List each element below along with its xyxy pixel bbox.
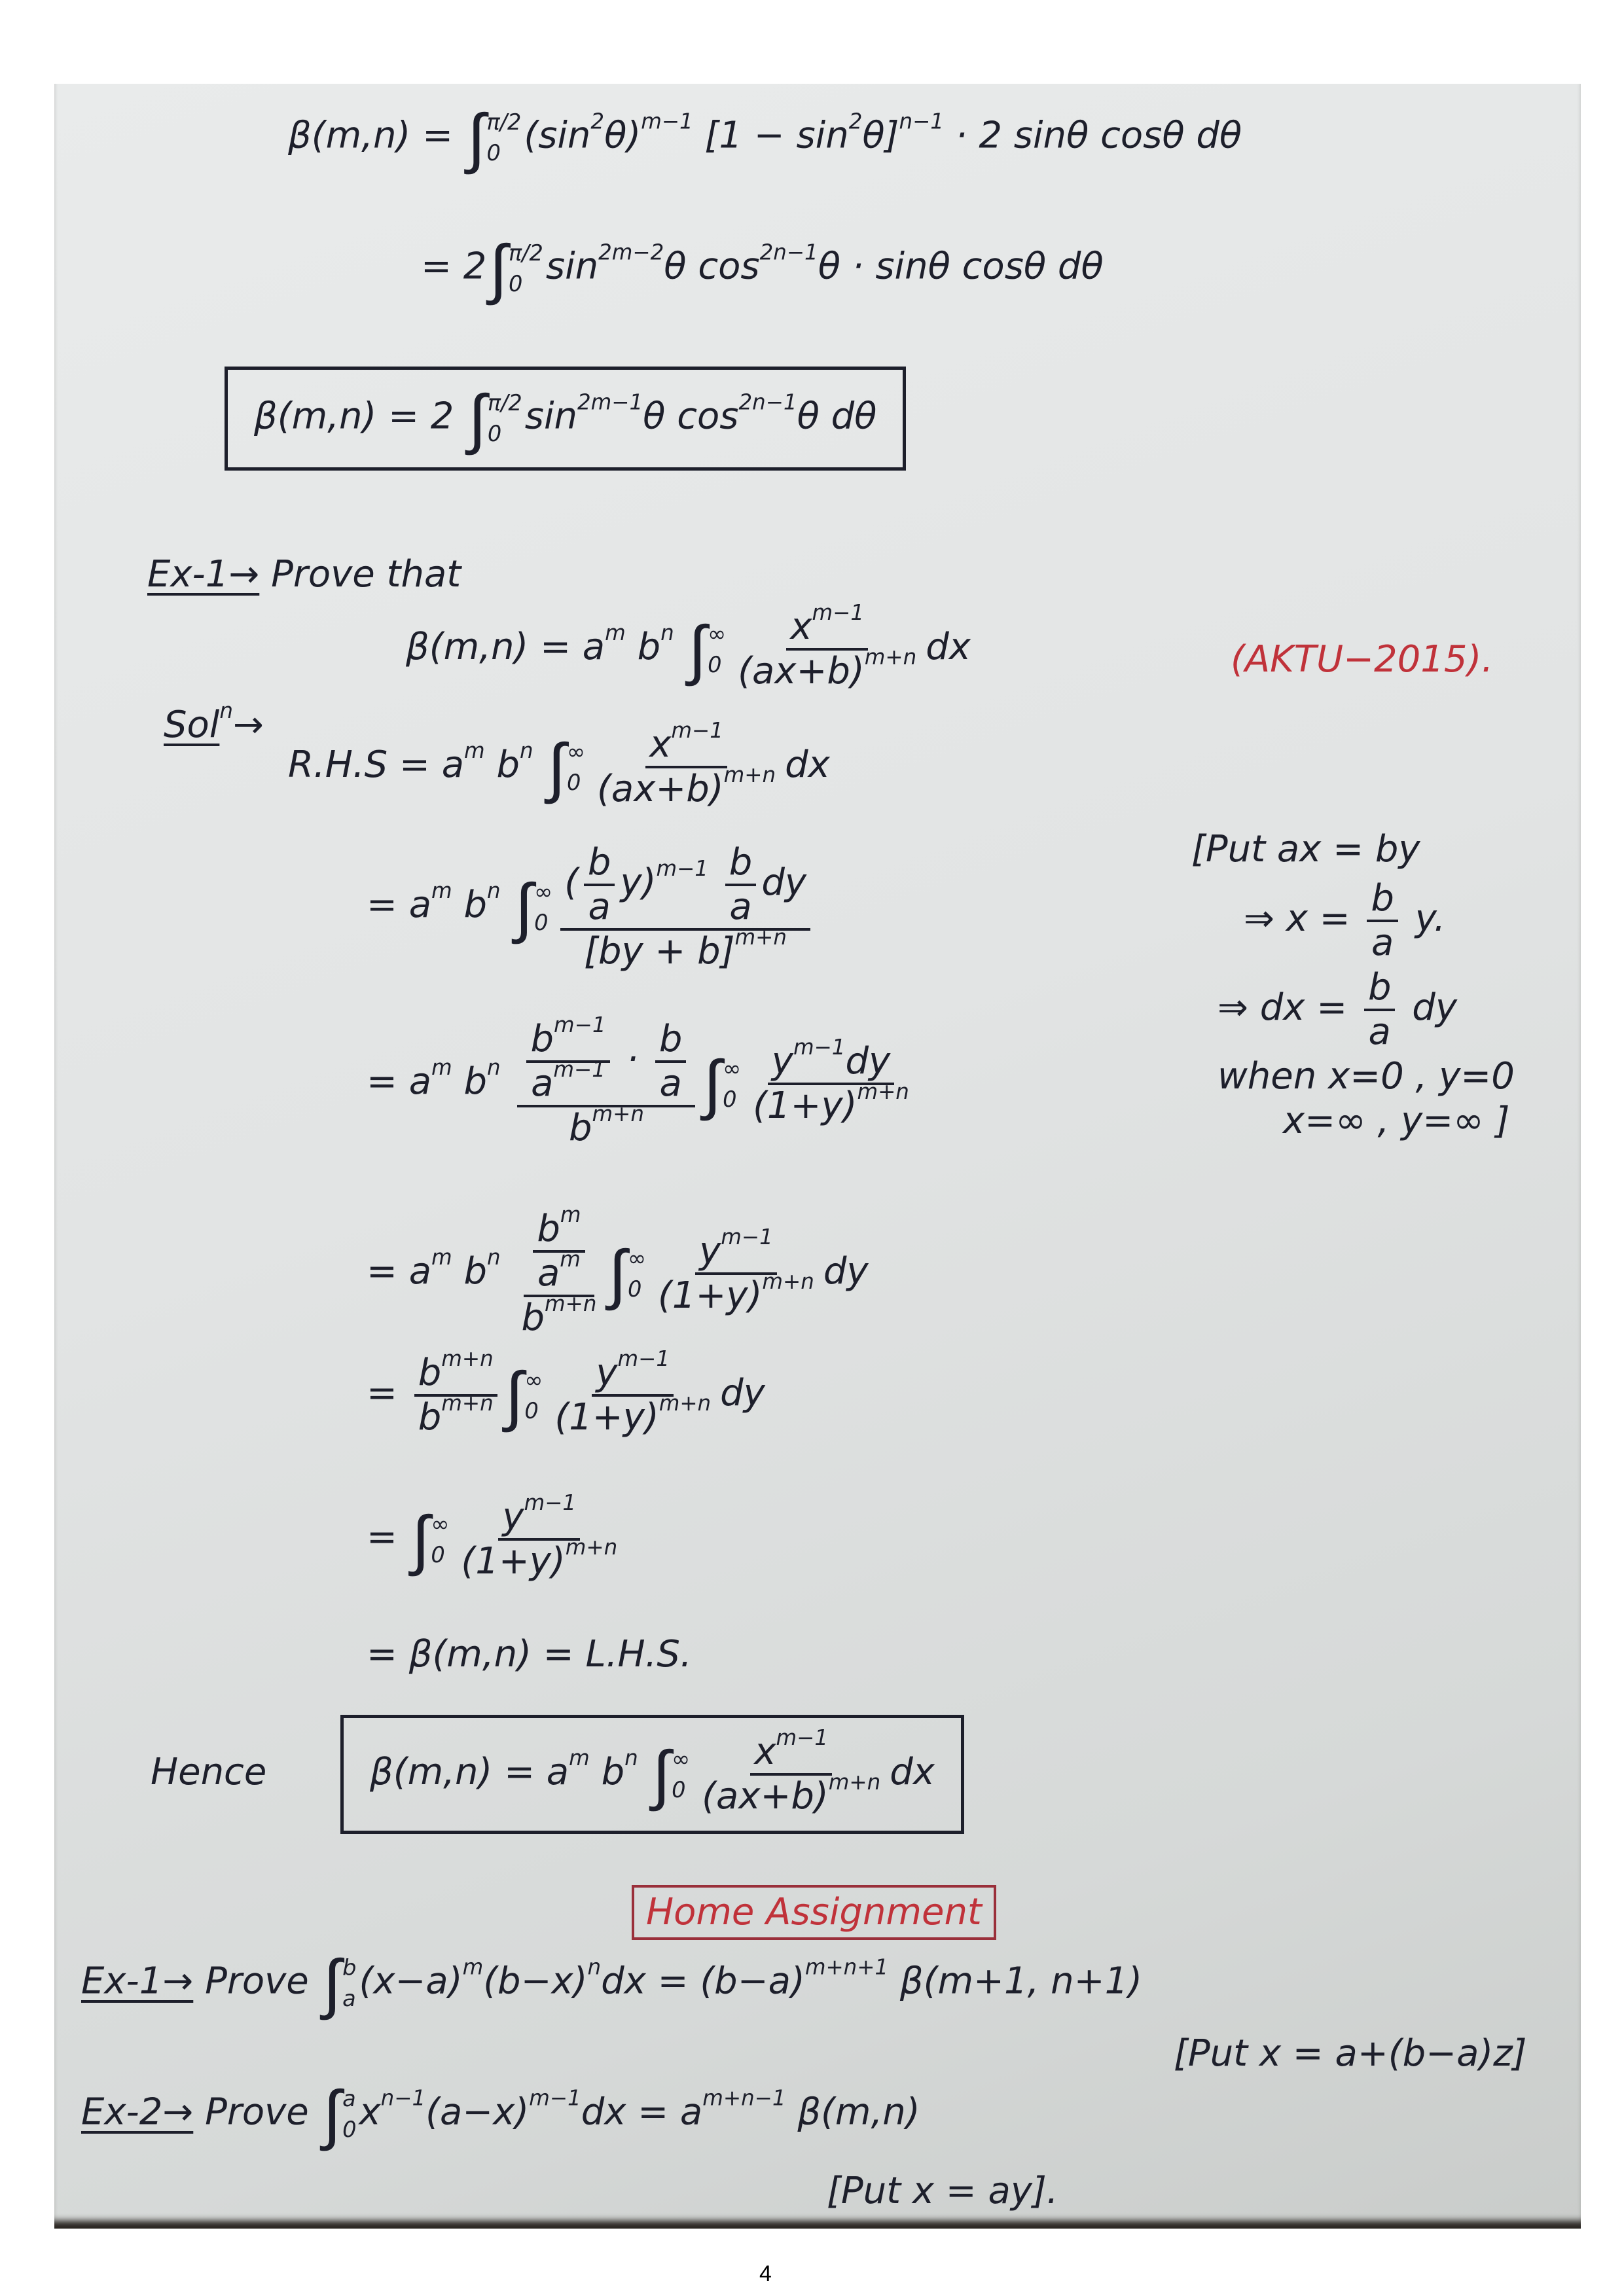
math-text: a: [531, 1062, 554, 1105]
beta-substitution: [288, 99, 1242, 176]
denominator: [749, 1079, 913, 1127]
fraction: [1364, 966, 1396, 1053]
math-text: (ax+b): [738, 650, 865, 692]
math-text: [533, 744, 545, 786]
fraction: [526, 1012, 609, 1105]
math-text: θ): [604, 114, 641, 157]
fraction: [550, 1346, 715, 1439]
math-text: (1+y): [461, 1540, 566, 1583]
lower-limit: a: [342, 1986, 356, 2012]
integral: [489, 230, 543, 307]
math-text: y: [771, 1040, 793, 1083]
integral: [652, 1735, 691, 1813]
superscript: 2n−1: [738, 389, 797, 415]
superscript: m−1: [553, 1056, 605, 1082]
lower-limit: 0: [431, 1541, 445, 1568]
math-text: = β(m,n) = L.H.S.: [367, 1633, 692, 1676]
integral-limits: [723, 1055, 742, 1112]
integral: [703, 1045, 742, 1122]
math-text: R.H.S = a: [288, 744, 465, 787]
upper-limit: π/2: [486, 109, 522, 135]
lower-limit: 0: [628, 1276, 642, 1302]
math-text: (1+y): [753, 1085, 857, 1127]
step-integral: [367, 1490, 626, 1583]
math-text: [674, 626, 686, 668]
superscript: m+n: [762, 1268, 814, 1294]
math-text: dy: [845, 1040, 891, 1083]
math-text: b: [530, 1018, 554, 1060]
math-text: a: [588, 886, 611, 928]
math-text: = a: [367, 1060, 432, 1103]
math-text: b: [418, 1396, 442, 1439]
denominator: [527, 1056, 609, 1105]
superscript: m: [464, 738, 485, 763]
math-text: (AKTU−2015).: [1231, 638, 1494, 681]
lower-limit: 0: [524, 1397, 539, 1424]
fraction: [584, 841, 615, 928]
math-text: (: [564, 861, 579, 905]
integral: [323, 2075, 357, 2153]
fraction: [533, 1202, 585, 1295]
math-text: [Put ax = by: [1191, 828, 1420, 870]
superscript: 2m−2: [598, 240, 664, 265]
fraction: [749, 1034, 913, 1127]
math-text: Home Assignment: [646, 1891, 982, 1933]
step-cancel: [367, 1346, 765, 1439]
math-text: dy: [1400, 986, 1457, 1030]
fraction: [734, 600, 920, 692]
integral-sign: ∫: [467, 99, 486, 176]
denominator: [654, 1268, 818, 1317]
math-text: x=∞ , y=∞ ]: [1283, 1100, 1510, 1142]
fraction: [457, 1490, 621, 1583]
step-collected: [367, 1202, 869, 1339]
denominator: [580, 924, 791, 973]
math-text: b: [587, 841, 611, 884]
math-text: b: [521, 1297, 545, 1339]
home-assignment: [632, 1885, 996, 1940]
denominator: [457, 1534, 621, 1583]
superscript: m+n: [723, 762, 776, 787]
fraction: [655, 1018, 687, 1105]
upper-limit: ∞: [567, 738, 586, 764]
upper-limit: ∞: [723, 1055, 742, 1081]
sub-dx: [1218, 966, 1457, 1053]
underlined-label: Ex-1→: [147, 553, 260, 596]
superscript: m+n: [659, 1390, 712, 1416]
math-text: [708, 861, 720, 904]
math-text: a: [729, 886, 752, 928]
math-text: y.: [1403, 897, 1446, 941]
superscript: m: [431, 1244, 452, 1270]
math-text: b: [418, 1352, 442, 1394]
lower-limit: 0: [342, 2117, 357, 2143]
numerator: [645, 717, 727, 768]
upper-limit: π/2: [487, 390, 522, 416]
math-text: b: [659, 1018, 683, 1060]
superscript: m: [431, 878, 452, 903]
math-text: y: [596, 1352, 618, 1394]
math-text: (x−a): [359, 1960, 463, 2003]
assignment-2: [81, 2075, 920, 2153]
math-text: (1+y): [658, 1274, 763, 1317]
superscript: m: [560, 1202, 581, 1227]
integral-sign: ∫: [323, 1945, 342, 2022]
denominator: [593, 762, 780, 810]
superscript: m: [569, 1745, 590, 1770]
math-text: dy: [720, 1372, 765, 1415]
superscript: m−1: [656, 855, 708, 881]
sub-x: [1244, 877, 1446, 964]
assignment-2-hint: [827, 2170, 1058, 2212]
integral-sign: ∫: [489, 230, 507, 307]
fraction: [1367, 877, 1398, 964]
superscript: m+n: [857, 1079, 909, 1104]
integral-sign: ∫: [323, 2075, 342, 2153]
superscript: n: [587, 1954, 602, 1980]
fraction: [654, 1224, 818, 1317]
lower-limit: 0: [534, 909, 549, 935]
denominator: [414, 1390, 497, 1439]
denominator: [565, 1101, 648, 1149]
superscript: m−1: [554, 1012, 606, 1037]
superscript: m+n: [734, 924, 787, 950]
sub-put: [1191, 828, 1420, 870]
math-text: β(m,n) =: [288, 114, 465, 157]
lower-limit: 0: [508, 271, 523, 297]
superscript: m+n: [864, 644, 917, 670]
math-text: b: [568, 1107, 592, 1149]
superscript: n: [660, 620, 674, 645]
upper-limit: ∞: [628, 1245, 647, 1271]
superscript: m: [605, 620, 626, 645]
upper-limit: ∞: [672, 1746, 691, 1772]
math-text: ⇒ x =: [1244, 897, 1362, 941]
numerator: [1367, 877, 1398, 922]
math-text: a: [537, 1252, 560, 1295]
integral-limits: [486, 111, 521, 164]
math-text: b: [537, 1208, 560, 1250]
denominator: [725, 886, 755, 928]
math-text: [501, 884, 513, 926]
denominator: [1367, 922, 1398, 964]
math-text: (b−x): [483, 1960, 588, 2003]
hence-boxed-result: [340, 1715, 964, 1834]
superscript: m−1: [721, 1224, 773, 1249]
denominator: [1365, 1011, 1395, 1053]
superscript: m: [560, 1246, 581, 1272]
integral: [514, 868, 553, 946]
superscript: m: [431, 1054, 452, 1080]
integral-sign: ∫: [703, 1045, 722, 1122]
integral-sign: ∫: [652, 1735, 671, 1813]
math-text: a: [1368, 1011, 1391, 1053]
numerator: [517, 1012, 695, 1107]
math-text: [Put x = ay].: [827, 2170, 1058, 2212]
superscript: n: [624, 1745, 638, 1770]
math-text: β(m,n): [785, 2090, 920, 2134]
math-text: y: [699, 1230, 721, 1272]
superscript: m−1: [641, 109, 693, 134]
math-text: [501, 1250, 513, 1293]
superscript: 2m−1: [577, 389, 643, 415]
superscript: 2: [590, 109, 605, 134]
lower-limit: 0: [486, 140, 501, 166]
superscript: m−1: [617, 1346, 670, 1371]
lower-limit: 0: [487, 421, 502, 447]
integral: [411, 1500, 450, 1578]
math-text: [1 − sin: [693, 114, 849, 157]
integral-limits: [628, 1247, 646, 1300]
math-text: dx = (b−a): [601, 1960, 805, 2003]
underlined-label: Ex-2→: [81, 2090, 194, 2134]
math-text: Prove: [193, 1960, 321, 2003]
fraction: [517, 1202, 600, 1339]
math-text: sin: [545, 245, 599, 288]
fraction: [414, 1346, 497, 1439]
math-text: (sin: [524, 114, 591, 157]
example-heading: [147, 553, 461, 596]
denominator: [656, 1062, 686, 1105]
integral-limits: [488, 392, 522, 445]
rhs-line: [288, 717, 830, 810]
denominator: [585, 886, 615, 928]
math-text: when x=0 , y=0: [1218, 1055, 1515, 1098]
denominator: [698, 1769, 884, 1818]
beta-simplified: [421, 230, 1104, 307]
math-text: y): [620, 861, 657, 905]
math-text: b: [1371, 877, 1394, 920]
superscript: m: [462, 1954, 484, 1980]
denominator: [550, 1390, 715, 1439]
superscript: 2: [848, 109, 863, 134]
numerator: [584, 841, 615, 886]
math-text: →: [232, 704, 264, 746]
fraction: [517, 1012, 695, 1149]
math-text: (ax+b): [702, 1775, 829, 1818]
math-text: b: [625, 626, 661, 669]
integral: [467, 99, 522, 176]
denominator: [734, 644, 920, 692]
math-text: ⇒ dx =: [1218, 986, 1359, 1030]
numerator: [750, 1725, 832, 1776]
math-text: · 2 sinθ cosθ dθ: [943, 114, 1242, 157]
fraction: [593, 717, 780, 810]
math-text: ·: [615, 1038, 650, 1081]
integral: [468, 380, 522, 457]
math-text: Hence: [151, 1751, 267, 1793]
math-text: b: [452, 884, 488, 927]
lower-limit: 0: [672, 1776, 686, 1803]
integral-sign: ∫: [505, 1356, 524, 1434]
math-text: b: [729, 841, 753, 884]
integral-sign: ∫: [547, 728, 566, 806]
numerator: [524, 1202, 594, 1297]
integral-limits: [509, 242, 543, 295]
math-text: Prove: [193, 2090, 321, 2134]
superscript: n: [487, 878, 501, 903]
assignment-1-hint: [1174, 2032, 1527, 2075]
superscript: n: [487, 1244, 501, 1270]
math-text: θ]: [862, 114, 899, 157]
math-text: [501, 1060, 513, 1103]
numerator: [725, 841, 757, 886]
lower-limit: 0: [708, 651, 722, 677]
math-text: b: [452, 1060, 488, 1103]
math-text: b: [452, 1250, 488, 1293]
upper-limit: π/2: [508, 240, 543, 266]
math-text: = a: [367, 884, 432, 927]
integral: [547, 728, 586, 806]
integral: [505, 1356, 543, 1434]
superscript: m+n: [828, 1769, 881, 1795]
assignment-1: [81, 1945, 1143, 2022]
upper-limit: b: [342, 1955, 357, 1981]
numerator: [655, 1018, 687, 1063]
math-text: [638, 1751, 650, 1793]
math-text: sin: [524, 395, 577, 438]
integral-limits: [342, 1957, 356, 2010]
math-text: x: [754, 1731, 776, 1773]
math-text: θ cos: [664, 245, 760, 288]
upper-limit: ∞: [708, 620, 727, 647]
integral: [323, 1945, 357, 2022]
superscript: n−1: [899, 109, 944, 134]
integral-sign: ∫: [468, 380, 486, 457]
example-statement: [406, 600, 971, 692]
math-text: dx: [890, 1751, 935, 1794]
numerator: [1364, 966, 1396, 1011]
math-text: θ dθ: [797, 395, 877, 438]
upper-limit: ∞: [534, 878, 553, 905]
math-text: θ · sinθ cosθ dθ: [818, 245, 1104, 288]
math-text: β(m,n) = 2: [254, 395, 466, 438]
math-text: x: [790, 605, 812, 648]
superscript: 2n−1: [759, 240, 818, 265]
integral-sign: ∫: [608, 1234, 627, 1312]
underlined-label: Sol: [164, 704, 220, 746]
math-text: dy: [761, 861, 807, 905]
superscript: n−1: [380, 2085, 426, 2111]
superscript: n: [219, 698, 233, 723]
step-substituted: [367, 841, 816, 973]
fraction: [725, 841, 757, 928]
integral-limits: [672, 1748, 690, 1801]
step-lhs: [367, 1633, 692, 1676]
superscript: m+n: [545, 1291, 597, 1316]
numerator: [786, 600, 868, 651]
math-text: (ax+b): [597, 768, 724, 810]
superscript: m+n−1: [702, 2085, 786, 2111]
integral: [608, 1234, 647, 1312]
math-text: dy: [823, 1250, 869, 1293]
source-tag: [1231, 638, 1494, 681]
math-text: dx: [926, 626, 971, 669]
upper-limit: a: [342, 2086, 356, 2112]
math-text: a: [1371, 922, 1394, 964]
integral-limits: [431, 1513, 449, 1566]
numerator: [560, 841, 810, 931]
math-text: a: [659, 1062, 682, 1105]
fraction: [560, 841, 810, 973]
math-text: dx: [785, 744, 830, 787]
upper-limit: ∞: [524, 1367, 543, 1393]
math-text: dx = a: [581, 2090, 703, 2134]
math-text: β(m+1, n+1): [888, 1960, 1143, 2003]
math-text: =: [367, 1372, 409, 1415]
integral-limits: [567, 738, 586, 795]
superscript: m+n: [441, 1390, 494, 1416]
math-text: = a: [367, 1250, 432, 1293]
superscript: m+n: [565, 1534, 618, 1560]
denominator: [517, 1291, 600, 1339]
math-text: b: [1367, 966, 1392, 1009]
integral-sign: ∫: [514, 868, 533, 946]
integral-limits: [524, 1369, 543, 1422]
superscript: m−1: [776, 1725, 828, 1750]
math-text: β(m,n) = a: [406, 626, 605, 669]
sub-when: [1218, 1055, 1515, 1098]
integral-sign: ∫: [688, 610, 707, 688]
integral-sign: ∫: [411, 1500, 430, 1578]
superscript: n: [520, 738, 533, 763]
math-text: b: [589, 1751, 625, 1794]
math-text: Prove that: [259, 553, 461, 596]
superscript: m+n: [441, 1346, 494, 1371]
integral-limits: [534, 878, 553, 935]
math-text: θ cos: [643, 395, 739, 438]
superscript: n: [487, 1054, 501, 1080]
lower-limit: 0: [723, 1086, 737, 1112]
integral: [688, 610, 727, 688]
superscript: m+n: [592, 1101, 644, 1126]
math-text: (a−x): [425, 2090, 530, 2134]
integral-limits: [342, 2088, 356, 2141]
math-text: x: [359, 2090, 381, 2134]
math-text: =: [367, 1516, 409, 1559]
sub-limits: [1283, 1100, 1510, 1142]
solution-label: [164, 698, 264, 746]
math-text: [by + b]: [584, 930, 735, 973]
superscript: m−1: [529, 2085, 581, 2111]
math-text: y: [502, 1496, 524, 1538]
hence-label: [151, 1751, 267, 1793]
math-text: [Put x = a+(b−a)z]: [1174, 2032, 1527, 2075]
step-factored: [367, 1012, 918, 1149]
lower-limit: 0: [567, 769, 581, 795]
math-text: b: [484, 744, 520, 787]
integral-limits: [708, 620, 727, 677]
superscript: m−1: [524, 1490, 577, 1515]
superscript: m+n+1: [804, 1954, 889, 1980]
math-text: (1+y): [554, 1396, 659, 1439]
fraction: [698, 1725, 884, 1818]
superscript: m−1: [812, 600, 864, 625]
beta-boxed-result: [225, 367, 906, 471]
superscript: m−1: [671, 717, 723, 743]
superscript: m−1: [793, 1034, 846, 1060]
math-text: = 2: [421, 245, 487, 288]
denominator: [533, 1246, 585, 1295]
page-number: 4: [759, 2261, 772, 2286]
math-text: β(m,n) = a: [370, 1751, 569, 1794]
math-text: x: [649, 723, 672, 766]
underlined-label: Ex-1→: [81, 1960, 194, 2003]
upper-limit: ∞: [431, 1511, 450, 1537]
